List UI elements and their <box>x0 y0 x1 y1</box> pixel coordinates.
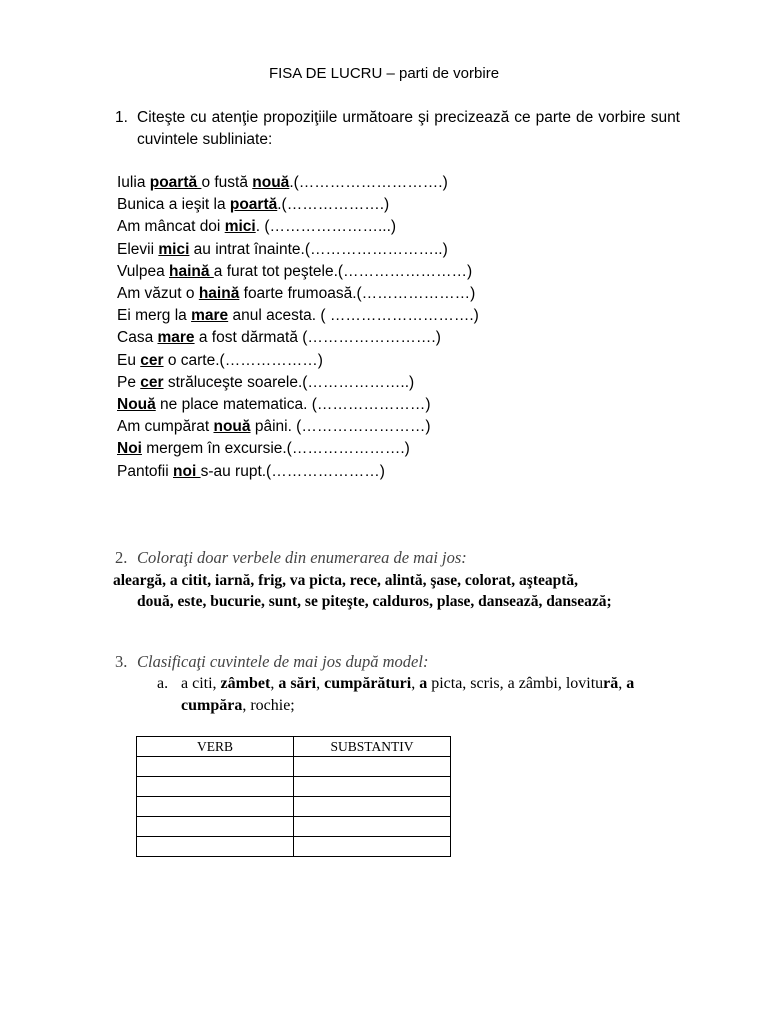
sentence-line <box>117 327 479 349</box>
underlined-word: mici <box>158 240 190 258</box>
verb-cell[interactable] <box>137 837 294 857</box>
table-row <box>137 757 451 777</box>
plain-text: picta, scris, a zâmbi, lovitu <box>427 675 604 692</box>
sentence-text: foarte frumoasă.(…………………) <box>239 285 476 303</box>
underlined-word: haină <box>169 262 214 280</box>
substantiv-cell[interactable] <box>294 777 451 797</box>
sentence-text: . (…………………...) <box>255 218 397 236</box>
verb-cell[interactable] <box>137 797 294 817</box>
sentence-line <box>117 194 479 216</box>
word-list-line-2: două, este, bucurie, sunt, se piteşte, calduros, plase, dansează, dansează; <box>137 593 612 610</box>
sentence-text: anul acesta. ( ……………………….) <box>228 307 479 325</box>
table-row <box>137 817 451 837</box>
verb-cell[interactable] <box>137 757 294 777</box>
sentence-line <box>117 305 479 327</box>
table-row <box>137 777 451 797</box>
bold-word: a sări <box>278 675 317 692</box>
question-3-heading <box>115 652 428 672</box>
item-a-letter: a. <box>157 675 169 692</box>
sentence-line <box>117 216 479 238</box>
bold-word: a <box>419 675 428 692</box>
sentence-text: Am mâncat doi <box>117 218 225 236</box>
underlined-word: Noi <box>117 440 142 458</box>
underlined-word: poartă <box>149 174 202 191</box>
sentence-text: ne place matematica. (…………………) <box>155 396 431 414</box>
sentence-text: Bunica a ieşit la <box>117 196 230 214</box>
plain-text: a citi, <box>181 675 221 692</box>
bold-word: zâmbet <box>220 675 271 692</box>
bold-word: a cumpăra <box>181 675 635 714</box>
header-verb: VERB <box>137 737 294 757</box>
table-header-row <box>137 737 451 757</box>
underlined-word: poartă <box>229 196 278 214</box>
question-2-heading <box>115 548 467 568</box>
sentence-text: Am cumpărat <box>117 418 214 436</box>
sentence-text: Vulpea <box>117 262 169 280</box>
word-list-line-1: aleargă, a citit, iarnă, frig, va picta, rece, alintă, şase, colorat, aşteaptă, <box>113 572 579 589</box>
sentence-text: o carte.(………………) <box>163 351 323 369</box>
sentence-text: o fustă <box>201 174 253 191</box>
plain-text: , <box>411 675 420 692</box>
table-row <box>137 797 451 817</box>
sentence-line <box>117 350 479 372</box>
sentence-line <box>117 416 479 438</box>
question-3-item-a <box>157 673 677 717</box>
substantiv-cell[interactable] <box>294 817 451 837</box>
question-3-number: 3. <box>115 652 128 671</box>
header-substantiv: SUBSTANTIV <box>294 737 451 757</box>
plain-text: , <box>618 675 627 692</box>
underlined-word: mici <box>224 218 256 236</box>
sentence-text: Elevii <box>117 240 159 258</box>
sentence-line <box>117 394 479 416</box>
word-list <box>113 570 673 612</box>
underlined-word: cer <box>140 351 164 369</box>
plain-text: , <box>270 675 279 692</box>
underlined-word: haină <box>198 285 240 303</box>
sentence-line <box>117 239 479 261</box>
classification-table <box>136 736 451 857</box>
sentence-text: Ei merg la <box>117 307 192 325</box>
sentence-text: Iulia <box>117 174 150 191</box>
underlined-word: mare <box>191 307 229 325</box>
sentence-line <box>117 372 479 394</box>
sentence-text: Pantofii <box>117 462 174 480</box>
sentence-text: mergem în excursie.(………………….) <box>141 440 410 458</box>
substantiv-cell[interactable] <box>294 797 451 817</box>
sentence-line <box>117 172 479 194</box>
sentence-text: a fost dărmată (…………………….) <box>194 329 441 347</box>
plain-text: , <box>316 675 325 692</box>
sentence-text: .(……………………….) <box>289 174 448 191</box>
underlined-word: cer <box>140 373 164 391</box>
sentence-text: Am văzut o <box>117 285 199 303</box>
sentence-line <box>117 461 479 483</box>
bold-word: cumpărături <box>324 675 412 692</box>
underlined-word: nouă <box>252 174 290 191</box>
verb-cell[interactable] <box>137 817 294 837</box>
underlined-word: mare <box>157 329 195 347</box>
substantiv-cell[interactable] <box>294 837 451 857</box>
sentence-text: Casa <box>117 329 158 347</box>
sentence-list <box>117 172 479 483</box>
sentence-text: Pe <box>117 373 141 391</box>
sentence-text: pâini. (……………………) <box>250 418 431 436</box>
underlined-word: Nouă <box>117 396 156 414</box>
page-title: FISA DE LUCRU – parti de vorbire <box>268 65 500 82</box>
question-1-number: 1. <box>115 109 128 126</box>
sentence-text: s-au rupt.(…………………) <box>200 462 385 480</box>
sentence-line <box>117 438 479 460</box>
question-2-text: Coloraţi doar verbele din enumerarea de mai jos: <box>137 548 467 567</box>
sentence-text: străluceşte soarele.(………………..) <box>163 373 415 391</box>
sentence-line <box>117 283 479 305</box>
sentence-text: Eu <box>117 351 141 369</box>
question-2-number: 2. <box>115 548 128 567</box>
question-1 <box>115 107 680 151</box>
verb-cell[interactable] <box>137 777 294 797</box>
underlined-word: noi <box>173 462 201 480</box>
underlined-word: nouă <box>213 418 251 436</box>
sentence-line <box>117 261 479 283</box>
item-a-words <box>181 673 677 717</box>
substantiv-cell[interactable] <box>294 757 451 777</box>
sentence-text: .(……………….) <box>277 196 390 214</box>
bold-word: ră <box>603 675 619 692</box>
table-row <box>137 837 451 857</box>
sentence-text: au intrat înainte.(……………………..) <box>189 240 448 258</box>
sentence-text: a furat tot peştele.(……………………) <box>213 262 473 280</box>
question-1-text: Citeşte cu atenţie propoziţiile următoare şi precizează ce parte de vorbire sunt cuvintele subliniate: <box>137 109 680 148</box>
plain-text: , rochie; <box>242 697 295 714</box>
question-3-text: Clasificaţi cuvintele de mai jos după model: <box>137 652 429 671</box>
